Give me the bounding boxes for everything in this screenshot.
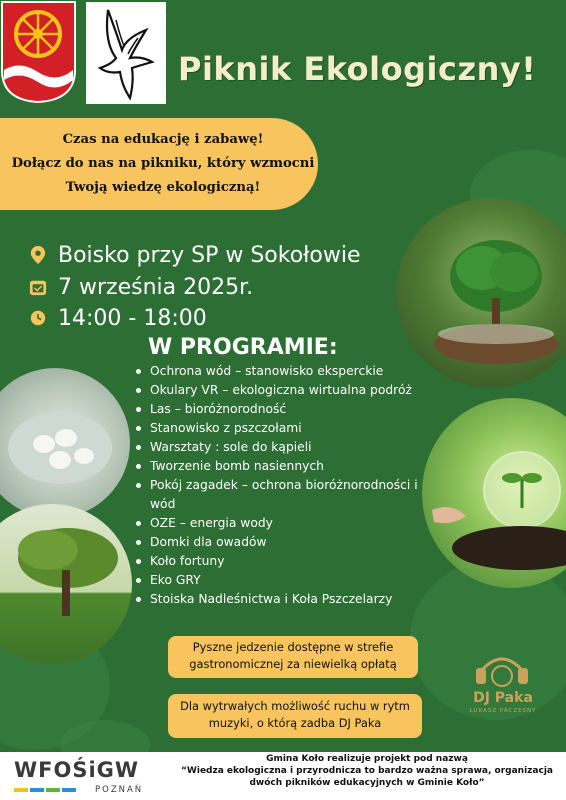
date-row: [28, 273, 408, 301]
logo-strip: [30, 788, 44, 792]
time-text: 14:00 - 18:00: [58, 305, 207, 331]
program-item: Pokój zagadek – ochrona bioróżnorodności i wód: [132, 476, 422, 514]
footer-line: Gmina Koło realizuje projekt pod nazwą: [266, 754, 468, 764]
program-list: [132, 362, 422, 609]
poster-title: Piknik Ekologiczny!: [178, 50, 537, 88]
dj-paka-logo: [452, 640, 552, 720]
program-heading: W PROGRAMIE:: [148, 335, 338, 360]
program-item: Stanowisko z pszczołami: [132, 419, 422, 438]
clock-icon: [28, 307, 48, 329]
location-row: [28, 241, 408, 269]
footer-text: [172, 753, 562, 789]
date-text: 7 września 2025r.: [58, 274, 254, 300]
logo-strip: [62, 788, 76, 792]
program-item: Ochrona wód – stanowisko eksperckie: [132, 362, 422, 381]
wfosigw-city: POZNAŃ: [95, 785, 144, 795]
coat-of-arms-logo: [0, 0, 77, 103]
intro-line: Czas na edukację i zabawę!: [62, 132, 264, 147]
program-item: OZE – energia wody: [132, 514, 422, 533]
program-item: Okulary VR – ekologiczna wirtualna podróż: [132, 381, 422, 400]
program-item: Domki dla owadów: [132, 533, 422, 552]
lightbulb-sprout-photo: [422, 398, 566, 588]
intro-text: [4, 128, 322, 200]
program-item: Las – bioróżnorodność: [132, 400, 422, 419]
intro-line: Dołącz do nas na pikniku, który wzmocni: [11, 156, 315, 171]
map-pin-icon: [28, 244, 48, 266]
music-note: Dla wytrwałych możliwość ruchu w rytm muzyki, o którą zadba DJ Paka: [168, 694, 422, 738]
logo-strip: [14, 788, 28, 792]
location-text: Boisko przy SP w Sokołowie: [58, 242, 361, 268]
dj-subtitle: ŁUKASZ PACZEŚNY: [469, 708, 537, 714]
program-item: Eko GRY: [132, 571, 422, 590]
food-note: Pyszne jedzenie dostępne w strefie gastronomicznej za niewielką opłatą: [168, 636, 418, 678]
bird-logo: [86, 2, 166, 104]
calendar-icon: [28, 276, 48, 298]
program-item: Tworzenie bomb nasiennych: [132, 457, 422, 476]
tree-photo: [396, 198, 566, 388]
footer-line: dwóch pikników edukacyjnych w Gminie Koło”: [249, 778, 485, 788]
footer-line: “Wiedza ekologiczna i przyrodnicza to bardzo ważna sprawa, organizacja: [181, 766, 553, 776]
intro-line: Twoją wiedzę ekologiczną!: [65, 180, 261, 195]
dj-name: DJ Paka: [473, 690, 533, 706]
time-row: [28, 304, 408, 332]
bath-salts-photo: [0, 368, 130, 518]
program-item: Stoiska Nadleśnictwa i Koła Pszczelarzy: [132, 590, 422, 609]
logo-strip: [46, 788, 60, 792]
program-item: Warsztaty : sole do kąpieli: [132, 438, 422, 457]
meadow-tree-photo: [0, 504, 132, 664]
wfosigw-logo: WFOŚiGW: [14, 758, 140, 782]
program-item: Koło fortuny: [132, 552, 422, 571]
